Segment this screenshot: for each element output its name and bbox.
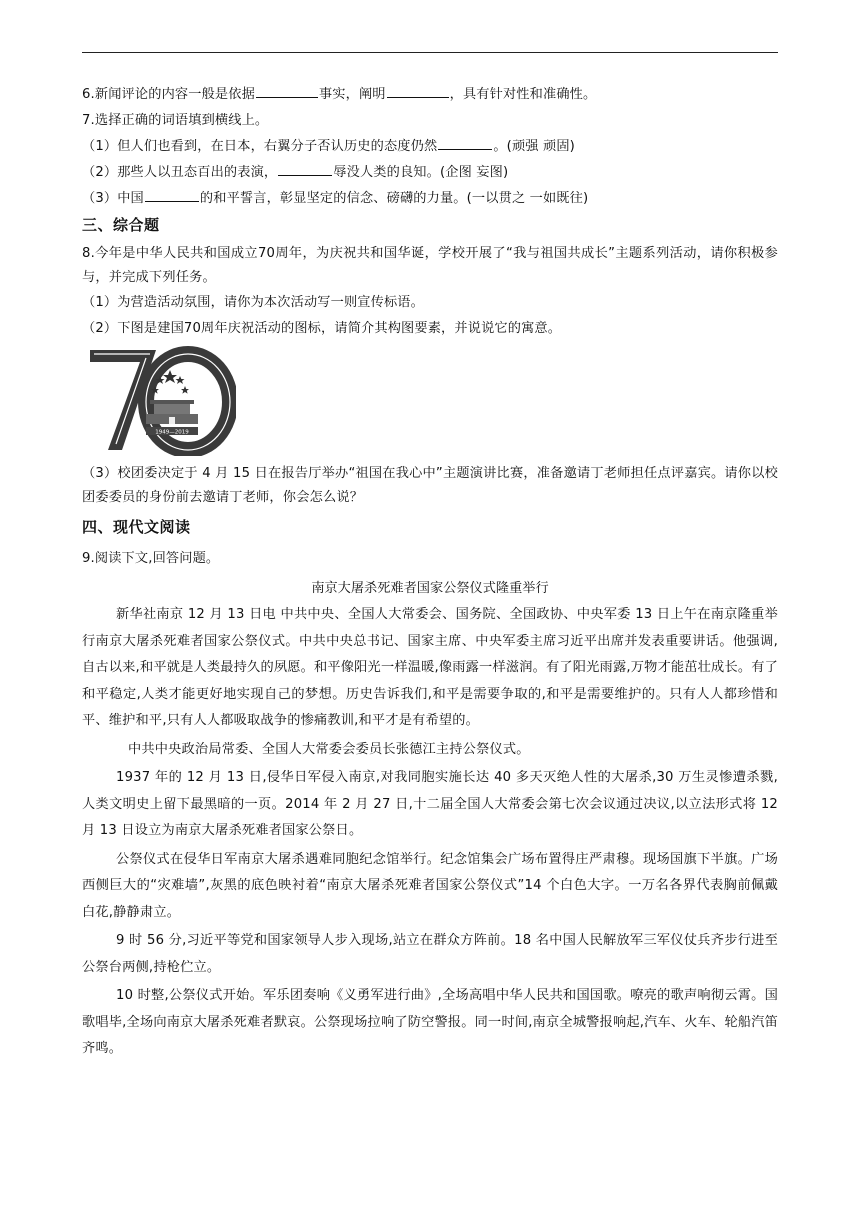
logo-gate-body (154, 404, 190, 414)
article-paragraph-3: 1937 年的 12 月 13 日,侵华日军侵入南京,对我同胞实施长达 40 多天灭绝人性的大屠杀,30 万生灵惨遭杀戮,人类文明史上留下最黑暗的一页。2014 年 2 月 27 日,十二届全国人大常委会第七次会议通过决议,以立法形式将 12 月 13 日设立为南京大屠杀死难者国家公祭日。 (82, 770, 778, 838)
article-title: 南京大屠杀死难者国家公祭仪式隆重举行 (311, 581, 549, 596)
q7-item2-options: 辱没人类的良知。(企图 妄图) (333, 165, 509, 180)
question-6 (82, 84, 778, 106)
logo-gate-roof (150, 400, 194, 404)
section-4-heading: 四、现代文阅读 (82, 518, 191, 536)
q7-item2-text: （2）那些人以丑态百出的表演， (82, 165, 278, 180)
page-content (82, 84, 778, 1065)
q6-text-3: ，具有针对性和准确性。 (449, 87, 597, 102)
question-8-stem: 8.今年是中华人民共和国成立70周年，为庆祝共和国华诞，学校开展了“我与祖国共成长”主题系列活动，请你积极参与，并完成下列任务。 (82, 246, 778, 285)
q7-item3-options: 的和平誓言，彰显坚定的信念、磅礴的力量。(一以贯之 一如既往) (199, 191, 589, 206)
header-rule (82, 52, 778, 53)
q7-item1-text: （1）但人们也看到，在日本，右翼分子否认历史的态度仍然 (82, 139, 438, 154)
article-paragraph-1: 新华社南京 12 月 13 日电 中共中央、全国人大常委会、国务院、全国政协、中央军委 13 日上午在南京隆重举行南京大屠杀死难者国家公祭仪式。中共中央总书记、国家主席、中央军委主席习近平出席并发表重要讲话。他强调,自古以来,和平就是人类最持久的夙愿。和平像阳光一样温暖,像雨露一样滋润。有了阳光雨露,万物才能茁壮成长。有了和平稳定,人类才能更好地实现自己的梦想。历史告诉我们,和平是需要争取的,和平是需要维护的。只有人人都珍惜和平、维护和平,只有人人都吸取战争的惨痛教训,和平才是有希望的。 (82, 607, 778, 728)
exam-page (82, 0, 778, 1216)
q7-item3-text: （3）中国 (82, 191, 144, 206)
logo-years: 1949—2019 (155, 429, 189, 436)
answer-blank (256, 85, 318, 98)
question-7-item-2 (82, 162, 778, 184)
answer-blank (387, 85, 449, 98)
article-paragraph-2: 中共中央政治局常委、全国人大常委会委员长张德江主持公祭仪式。 (128, 741, 530, 757)
article-paragraph-4: 公祭仪式在侵华日军南京大屠杀遇难同胞纪念馆举行。纪念馆集会广场布置得庄严肃穆。现场国旗下半旗。广场西侧巨大的“灾难墙”,灰黑的底色映衬着“南京大屠杀死难者国家公祭仪式”14 个白色大字。一万名各界代表胸前佩戴白花,静静肃立。 (82, 851, 778, 920)
question-7-stem: 7.选择正确的词语填到横线上。 (82, 113, 269, 128)
q7-item1-options: 。(顽强 顽固) (493, 139, 575, 154)
question-8-item-2: （2）下图是建国70周年庆祝活动的图标，请简介其构图要素，并说说它的寓意。 (82, 321, 562, 336)
question-7-item-1 (82, 136, 778, 158)
article-paragraph-5: 9 时 56 分,习近平等党和国家领导人步入现场,站立在群众方阵前。18 名中国人民解放军三军仪仗兵齐步行进至公祭台两侧,持枪伫立。 (82, 933, 778, 975)
answer-blank (278, 163, 332, 176)
70th-anniversary-logo-icon (86, 344, 236, 456)
q6-text-2: 事实，阐明 (318, 87, 386, 102)
logo-star (181, 386, 189, 394)
q6-text-1: 6.新闻评论的内容一般是依据 (82, 87, 255, 102)
70th-anniversary-logo-svg (86, 344, 236, 456)
article-paragraph-6: 10 时整,公祭仪式开始。军乐团奏响《义勇军进行曲》,全场高唱中华人民共和国国歌。嘹亮的歌声响彻云霄。国歌唱毕,全场向南京大屠杀死难者默哀。公祭现场拉响了防空警报。同一时间,南京全城警报响起,汽车、火车、轮船汽笛齐鸣。 (82, 988, 778, 1056)
answer-blank (438, 137, 492, 150)
logo-star (176, 376, 185, 384)
question-9-stem: 9.阅读下文,回答问题。 (82, 551, 220, 566)
answer-blank (145, 189, 199, 202)
logo-gate-door (169, 417, 175, 424)
question-7-item-3 (82, 188, 778, 210)
question-8-item-3: （3）校团委决定于 4 月 15 日在报告厅举办“祖国在我心中”主题演讲比赛，准备邀请丁老师担任点评嘉宾。请你以校团委委员的身份前去邀请丁老师，你会怎么说？ (82, 466, 778, 505)
question-8-item-1: （1）为营造活动氛围，请你为本次活动写一则宣传标语。 (82, 295, 424, 310)
section-3-heading: 三、综合题 (82, 216, 160, 234)
